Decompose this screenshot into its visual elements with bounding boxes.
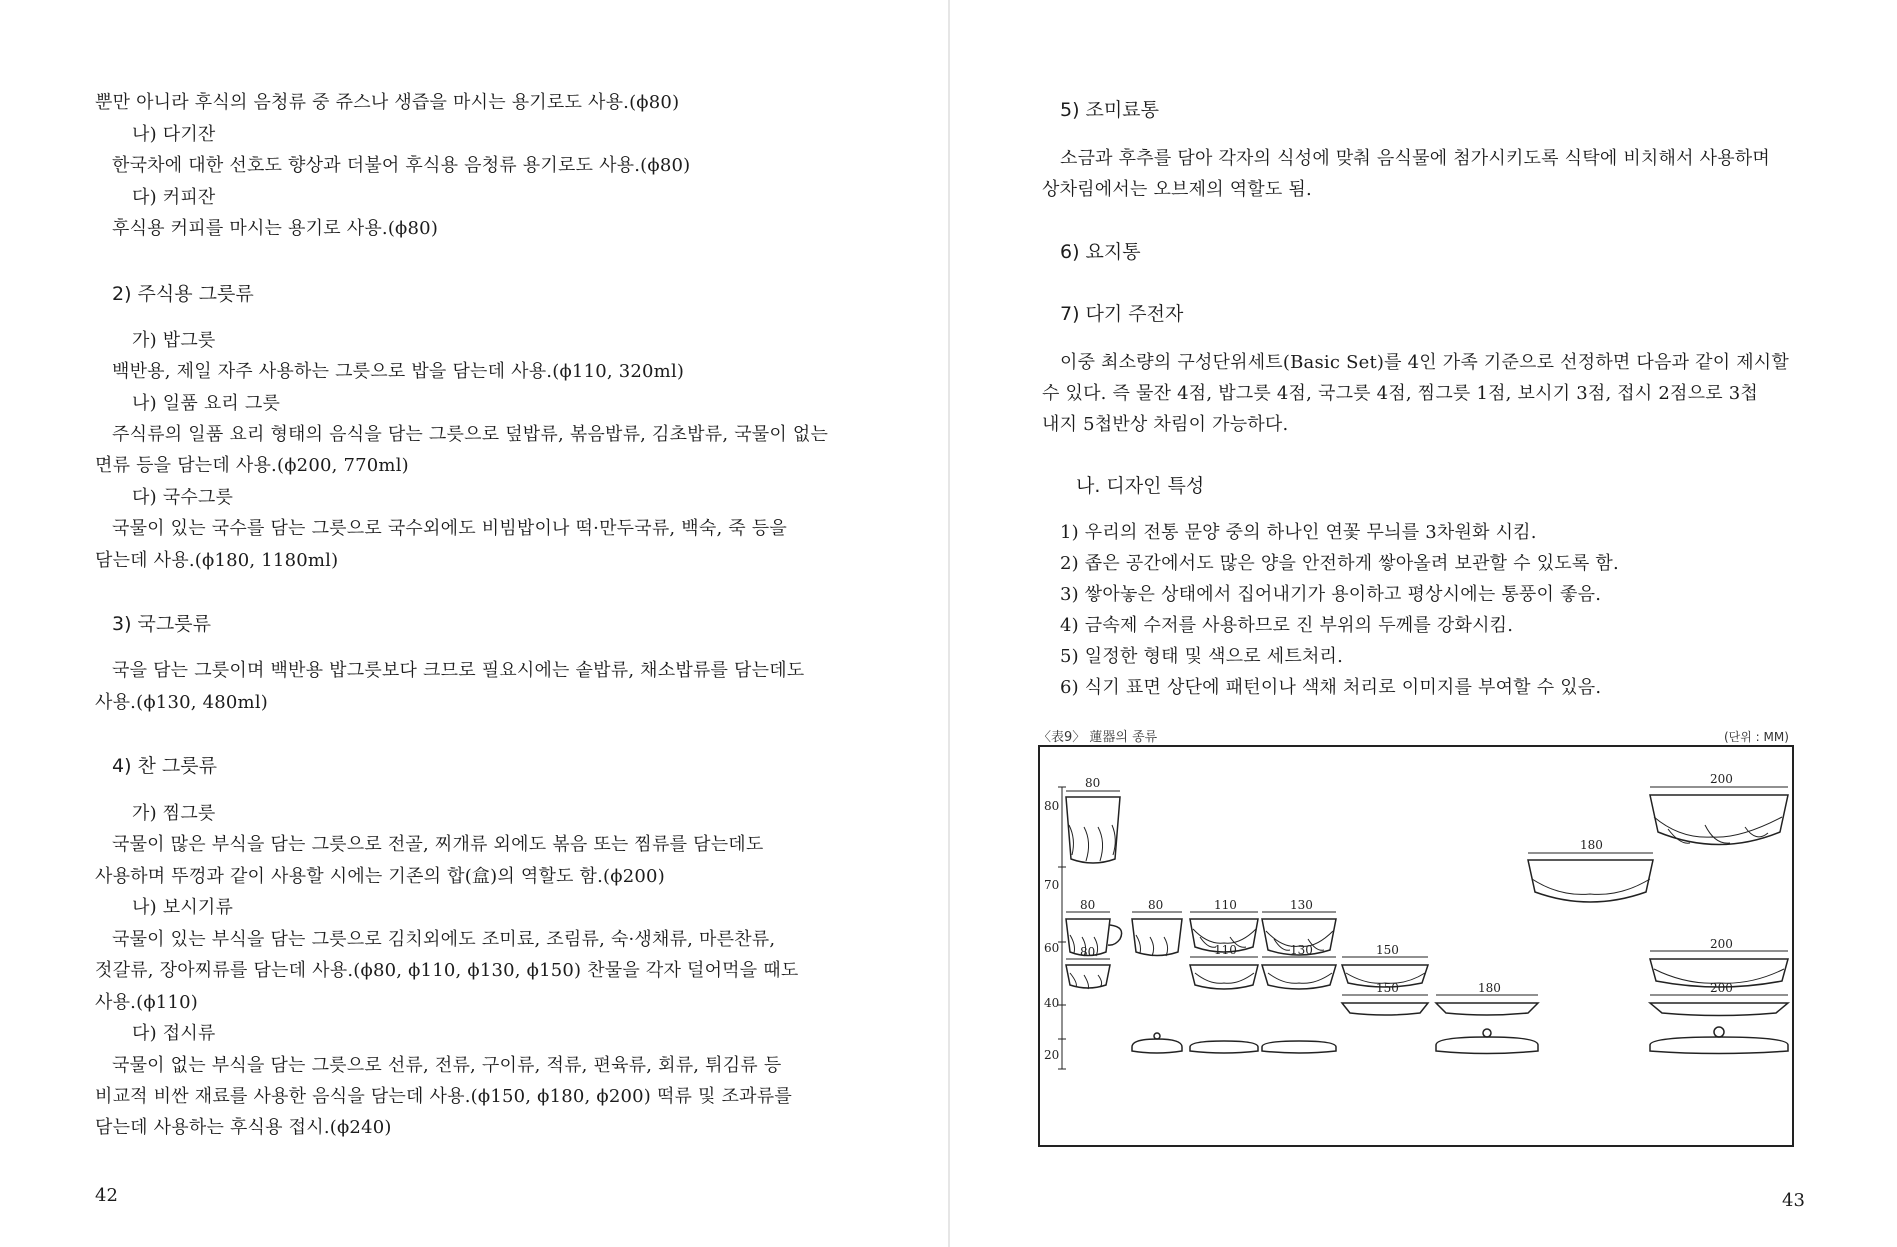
- text-line: 국물이 많은 부식을 담는 그릇으로 전골, 찌개류 외에도 볶음 또는 찜류를 담는데도: [112, 834, 764, 855]
- plate-180-drawing: [1436, 1003, 1538, 1015]
- design-item: 5) 일정한 형태 및 색으로 세트처리.: [1060, 646, 1344, 667]
- scale-label: 60: [1044, 941, 1060, 955]
- text-line: 이중 최소량의 구성단위세트(Basic Set)를 4인 가족 기준으로 선정하면 다음과 같이 제시할: [1060, 352, 1789, 373]
- text-line: 소금과 후추를 담아 각자의 식성에 맞춰 음식물에 첨가시키도록 식탁에 비치해서 사용하며: [1060, 148, 1770, 169]
- subheading: 나) 보시기류: [132, 897, 234, 918]
- design-item: 3) 쌓아놓은 상태에서 집어내기가 용이하고 평상시에는 통풍이 좋음.: [1060, 584, 1602, 605]
- page-number: 42: [95, 1185, 118, 1206]
- dimension-label: 80: [1080, 945, 1096, 959]
- text-line: 수 있다. 즉 물잔 4점, 밥그릇 4점, 국그릇 4점, 찜그릇 1점, 보시기 3점, 접시 2점으로 3첩: [1042, 383, 1758, 404]
- subheading: 가) 밥그릇: [132, 330, 216, 351]
- text-line: 국물이 있는 부식을 담는 그릇으로 김치외에도 조미료, 조림류, 숙·생채류, 마른찬류,: [112, 929, 776, 950]
- subheading: 가) 찜그릇: [132, 803, 216, 824]
- text-line: 내지 5첩반상 차림이 가능하다.: [1042, 414, 1289, 435]
- subheading: 다) 접시류: [132, 1023, 216, 1044]
- text-line: 후식용 커피를 마시는 용기로 사용.(ϕ80): [112, 218, 439, 239]
- text-line: 국물이 없는 부식을 담는 그릇으로 선류, 전류, 구이류, 적류, 편육류, 회류, 튀김류 등: [112, 1055, 782, 1076]
- text-line: 주식류의 일품 요리 형태의 음식을 담는 그릇으로 덮밥류, 볶음밥류, 김초밥류, 국물이 없는: [112, 424, 829, 445]
- design-item: 4) 금속제 수저를 사용하므로 진 부위의 두께를 강화시킴.: [1060, 615, 1514, 636]
- text-line: 뿐만 아니라 후식의 음청류 중 쥬스나 생즙을 마시는 용기로도 사용.(ϕ80): [95, 92, 680, 113]
- dimension-label: 130: [1290, 943, 1313, 957]
- text-line: 백반용, 제일 자주 사용하는 그릇으로 밥을 담는데 사용.(ϕ110, 320ml): [112, 361, 685, 382]
- text-line: 국물이 있는 국수를 담는 그릇으로 국수외에도 비빔밥이나 떡·만두국류, 백숙, 죽 등을: [112, 518, 787, 539]
- figure-unit: (단위 : MM): [1724, 730, 1789, 744]
- scale-label: 20: [1044, 1048, 1060, 1062]
- section-heading: 3) 국그릇류: [112, 613, 211, 635]
- text-line: 사용하며 뚜껑과 같이 사용할 시에는 기존의 합(盒)의 역할도 함.(ϕ200): [95, 866, 665, 887]
- text-line: 담는데 사용.(ϕ180, 1180ml): [95, 550, 339, 571]
- section-heading: 6) 요지통: [1060, 241, 1141, 263]
- dimension-label: 150: [1376, 981, 1399, 995]
- text-line: 젓갈류, 장아찌류를 담는데 사용.(ϕ80, ϕ110, ϕ130, ϕ150) 찬물을 각자 덜어먹을 때도: [95, 960, 799, 981]
- dimension-label: 200: [1710, 981, 1733, 995]
- text-line: 상차림에서는 오브제의 역할도 됨.: [1042, 179, 1312, 200]
- subheading: 다) 국수그릇: [132, 487, 234, 508]
- plate-200-drawing: [1650, 1003, 1788, 1016]
- section-heading: 4) 찬 그릇류: [112, 755, 217, 777]
- page-number: 43: [1782, 1190, 1805, 1211]
- water-cup-drawing: [1066, 797, 1120, 863]
- scale-label: 80: [1044, 799, 1060, 813]
- dimension-label: 130: [1290, 898, 1313, 912]
- dimension-label: 200: [1710, 772, 1733, 786]
- tea-cup-drawing: [1132, 919, 1182, 956]
- lid-180-drawing: [1436, 1037, 1538, 1054]
- section-heading: 나. 디자인 특성: [1076, 475, 1205, 497]
- scale-label: 40: [1044, 996, 1060, 1010]
- dimension-label: 110: [1214, 943, 1237, 957]
- design-item: 6) 식기 표면 상단에 패턴이나 색채 처리로 이미지를 부여할 수 있음.: [1060, 677, 1602, 698]
- design-item: 2) 좁은 공간에서도 많은 양을 안전하게 쌓아올려 보관할 수 있도록 함.: [1060, 553, 1619, 574]
- figure-caption: 〈表9〉 蓮器의 종류: [1038, 730, 1158, 745]
- lid-110-drawing: [1190, 1041, 1258, 1053]
- text-line: 사용.(ϕ130, 480ml): [95, 692, 268, 713]
- subheading: 다) 커피잔: [132, 187, 216, 208]
- vessel-figure: [1038, 745, 1794, 1147]
- text-line: 국을 담는 그릇이며 백반용 밥그릇보다 크므로 필요시에는 솥밥류, 채소밥류를 담는데도: [112, 660, 805, 681]
- dimension-label: 110: [1214, 898, 1237, 912]
- dimension-label: 80: [1148, 898, 1164, 912]
- noodle-bowl-drawing: [1528, 860, 1653, 902]
- vessel-drawing: [1040, 747, 1792, 1145]
- section-heading: 5) 조미료통: [1060, 99, 1159, 121]
- text-line: 면류 등을 담는데 사용.(ϕ200, 770ml): [95, 455, 409, 476]
- section-heading: 7) 다기 주전자: [1060, 303, 1184, 325]
- dimension-label: 180: [1478, 981, 1501, 995]
- subheading: 나) 다기잔: [132, 124, 216, 145]
- subheading: 나) 일품 요리 그릇: [132, 393, 281, 414]
- lid-130-drawing: [1262, 1041, 1336, 1053]
- text-line: 담는데 사용하는 후식용 접시.(ϕ240): [95, 1117, 392, 1138]
- dimension-label: 200: [1710, 937, 1733, 951]
- section-heading: 2) 주식용 그릇류: [112, 283, 254, 305]
- dimension-label: 80: [1085, 776, 1101, 790]
- plate-150-drawing: [1342, 1003, 1428, 1015]
- dimension-label: 150: [1376, 943, 1399, 957]
- dimension-label: 80: [1080, 898, 1096, 912]
- design-item: 1) 우리의 전통 문양 중의 하나인 연꽃 무늬를 3차원화 시킴.: [1060, 522, 1537, 543]
- text-line: 한국차에 대한 선호도 향상과 더불어 후식용 음청류 용기로도 사용.(ϕ80): [112, 155, 691, 176]
- lid-200-drawing: [1650, 1037, 1788, 1054]
- dimension-label: 180: [1580, 838, 1603, 852]
- scale-label: 70: [1044, 878, 1060, 892]
- text-line: 비교적 비싼 재료를 사용한 음식을 담는데 사용.(ϕ150, ϕ180, ϕ200) 떡류 및 조과류를: [95, 1086, 792, 1107]
- lid-small-drawing: [1132, 1039, 1182, 1053]
- text-line: 사용.(ϕ110): [95, 992, 198, 1013]
- left-page: [0, 0, 948, 1247]
